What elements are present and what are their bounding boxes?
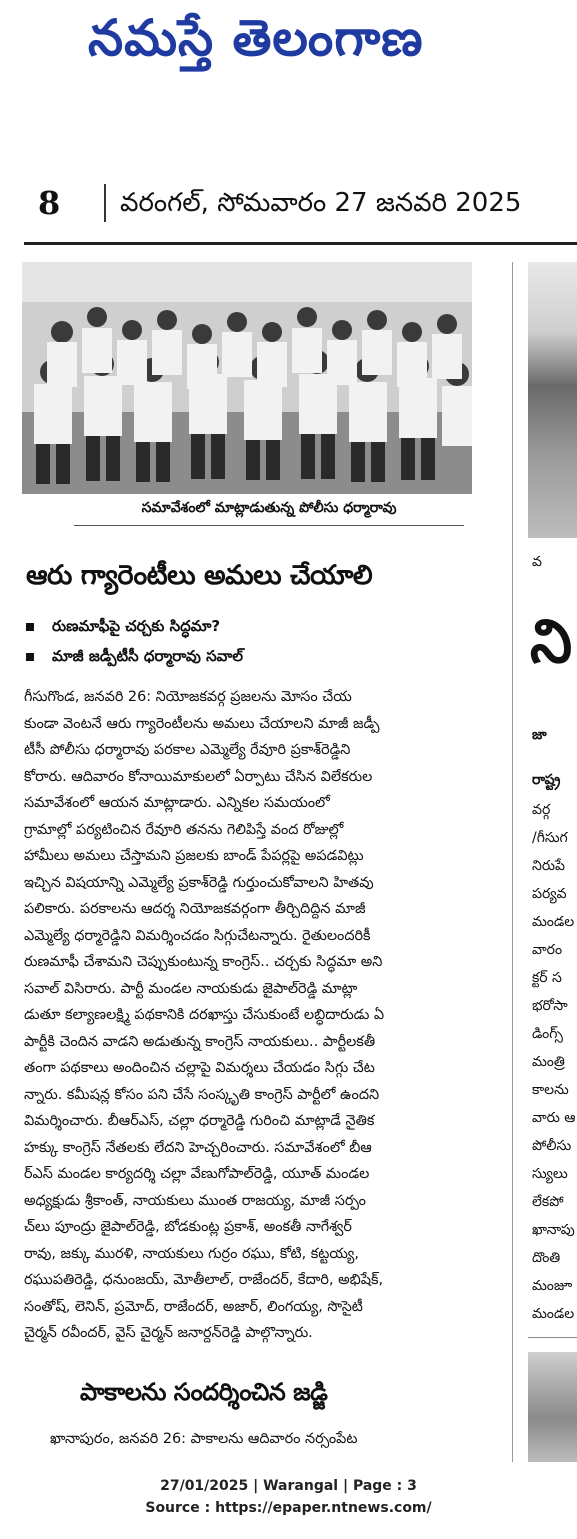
- adjacent-text-fragment: కాలను: [532, 1082, 569, 1098]
- article-body-line: విమర్శించారు. బీఆర్ఎస్, చల్లా ధర్మారెడ్డి గురించి మాట్లాడే నైతిక: [24, 1113, 375, 1129]
- article-body-line: సవాల్ విసిరారు. పార్టీ మండల నాయకుడు జైపాల్‌రెడ్డి మాట్లా: [24, 980, 358, 997]
- footer-source: Source : https://epaper.ntnews.com/: [145, 1500, 432, 1516]
- footer-date-info: 27/01/2025 | Warangal | Page : 3: [160, 1478, 417, 1494]
- adjacent-text-fragment: వారం: [532, 942, 563, 958]
- adjacent-text-fragment: నిరుపే: [532, 858, 565, 874]
- article-body-line: హక్కు కాంగ్రెస్ నేతలకు లేదని హెచ్చరించారు. సమావేశంలో బీఆ: [24, 1139, 372, 1156]
- newspaper-logo: నమస్తే తెలంగాణ: [88, 9, 424, 67]
- adjacent-text-fragment: మండల: [532, 1306, 575, 1322]
- page-header-bar: [24, 180, 577, 226]
- adjacent-text-fragment: మండల: [532, 914, 575, 930]
- article-body-line: రుణమాఫీ చేశామని చెప్పుకుంటున్న కాంగ్రెస్.. చర్చకు సిద్ధమా అని: [24, 954, 383, 970]
- adjacent-text-fragment: స్యులు: [532, 1166, 568, 1182]
- article-body-line: సమావేశంలో ఆయన మాట్లాడారు. ఎన్నికల సమయంలో: [24, 795, 330, 811]
- article-body-line: కోరారు. ఆదివారం కోనాయిమాకులలో ఏర్పాటు చేసిన విలేకరుల: [24, 768, 373, 785]
- adjacent-column-fragment: [528, 262, 577, 1462]
- bullet-point: [26, 614, 506, 644]
- article-body-line: అధ్యక్షుడు శ్రీకాంత్, నాయకులు ముంత రాజయ్య, మాజీ సర్పం: [24, 1192, 366, 1209]
- bullet-text: రుణమాఫీపై చర్చకు సిద్ధమా?: [52, 617, 221, 635]
- article-body-line: కుండా వెంటనే ఆరు గ్యారెంటీలను అమలు చేయాలని మాజీ జడ్పీ: [24, 715, 380, 732]
- article-bullets: [26, 614, 506, 674]
- adjacent-text-fragment: ఖానాపు: [532, 1222, 575, 1238]
- article-body-line: ఎమ్మెల్యే ధర్మారెడ్డిని విమర్శించడం సిగ్గుచేటన్నారు. రైతులందరికీ: [24, 927, 371, 944]
- adjacent-text-fragment: జా: [532, 727, 547, 743]
- adjacent-rule: [528, 1337, 577, 1338]
- dateline: వరంగల్, సోమవారం 27 జనవరి 2025: [120, 188, 522, 218]
- article-body-line: పార్టీకి చెందిన వాడని అడుతున్న కాంగ్రెస్ నాయకులు.. పార్టీలకతీ: [24, 1033, 376, 1050]
- article-body-line: ఇచ్చిన విషయాన్ని ఎమ్మెల్యే ప్రకాశ్‌రెడ్డి గుర్తుంచుకోవాలని హితవు: [24, 874, 374, 891]
- bullet-square-icon: [26, 623, 34, 631]
- page-number: 8: [38, 184, 61, 222]
- bullet-text: మాజీ జడ్పీటీసీ ధర్మారావు సవాల్: [52, 647, 243, 665]
- article-body-line: టీసీ పోలీసు ధర్మారావు పరకాల ఎమ్మెల్యే రేవూరి ప్రకాశ్‌రెడ్డిని: [24, 742, 351, 758]
- article-body-line: ర్ఎస్ మండల కార్యదర్శి చల్లా వేణుగోపాల్‌రెడ్డి, యూత్ మండల: [24, 1166, 370, 1182]
- article-body-line: పలికారు. పరకాలను ఆదర్శ నియోజకవర్గంగా తీర్చిదిద్దిన మాజీ: [24, 901, 366, 917]
- page-separator: [104, 184, 106, 222]
- adjacent-photo: [528, 262, 577, 538]
- adjacent-text-fragment: పర్యవ: [532, 886, 567, 902]
- adjacent-text-fragment: /గీసుగ: [532, 830, 568, 846]
- article-body-line: గీసుగొండ, జనవరి 26: నియోజకవర్గ ప్రజలను మోసం చేయ: [24, 689, 352, 705]
- masthead: [0, 0, 577, 90]
- photo-caption: సమావేశంలో మాట్లాడుతున్న పోలీసు ధర్మారావు: [74, 500, 464, 526]
- article-body-line: తంగా పథకాలు అందించిన చల్లాపై విమర్శలు చేయడం సిగ్గు చేట: [24, 1060, 375, 1076]
- group-photo-illustration: [22, 262, 472, 494]
- bullet-square-icon: [26, 653, 34, 661]
- article-body-line: రఘుపతిరెడ్డి, ధనుంజయ్, మోతీలాల్, రాజేందర్, కేదారి, అభిషేక్,: [24, 1272, 384, 1288]
- article-body: [24, 684, 476, 1347]
- article-body-line: రావు, జక్కు మురళి, నాయకులు గుర్రం రఘు, కోటి, కట్టయ్య,: [24, 1245, 359, 1262]
- adjacent-text-fragment: ని: [530, 607, 573, 677]
- second-article-lead: ఖానాపురం, జనవరి 26: పాకాలను ఆదివారం నర్సంపేట: [50, 1431, 358, 1447]
- article-headline: ఆరు గ్యారెంటీలు అమలు చేయాలి: [26, 560, 373, 591]
- column-divider: [512, 262, 513, 1462]
- article-body-line: సంతోష్, లెనిన్, ప్రమోద్, రాజేందర్, అజార్, లింగయ్య, సొసైటీ: [24, 1298, 363, 1315]
- bullet-point: [26, 644, 506, 674]
- article-body-line: చ్‌లు పూంద్రు జైపాల్‌రెడ్డి, బోడకుంట్ల ప్రకాశ్, అంకతీ నాగేశ్వర్: [24, 1219, 352, 1235]
- article-body-line: న్నారు. కమీషన్ల కోసం పని చేసే సంస్కృతి కాంగ్రెస్ పార్టీలో ఉందని: [24, 1086, 380, 1103]
- adjacent-text-fragment: క్టర్ స: [532, 970, 562, 986]
- article-body-line: డుతూ కల్యాణలక్ష్మి పథకానికి దరఖాస్తు చేసుకుంటే లబ్ధిదారుడు ఏ: [24, 1007, 385, 1023]
- adjacent-text-fragment: రాష్ట్ర: [532, 772, 561, 788]
- second-article-headline: పాకాలను సందర్శించిన జడ్జి: [80, 1378, 328, 1406]
- article-body-line: గ్రామాల్లో పర్యటించిన రేవూరి తనను గెలిపిస్తే వంద రోజుల్లో: [24, 821, 344, 838]
- adjacent-text-fragment: దొంతి: [532, 1250, 561, 1266]
- article-body-line: హామీలు అమలు చేస్తామని ప్రజలకు బాండ్ పేపర్లపై అపడవిట్లు: [24, 848, 364, 864]
- adjacent-photo-bottom: [528, 1352, 577, 1462]
- adjacent-text-fragment: డింగ్స్: [532, 1026, 563, 1042]
- adjacent-text-fragment: వర్గ: [532, 802, 551, 818]
- news-photo: [22, 262, 472, 494]
- adjacent-text-fragment: మంత్రి: [532, 1054, 565, 1070]
- adjacent-text-fragment: మంజూ: [532, 1278, 573, 1294]
- adjacent-text-fragment: లేకపో: [532, 1194, 564, 1210]
- adjacent-text-fragment: పోలీసు: [532, 1138, 572, 1154]
- article-body-line: చైర్మన్ రవీందర్, వైస్ చైర్మన్ జనార్దన్‌రెడ్డి పాల్గొన్నారు.: [24, 1325, 313, 1341]
- adjacent-text-fragment: వారు ఆ: [532, 1110, 576, 1126]
- adjacent-text-fragment: భరోసా: [532, 998, 568, 1014]
- adjacent-text-fragment: వ: [532, 554, 542, 570]
- header-rule: [24, 242, 577, 245]
